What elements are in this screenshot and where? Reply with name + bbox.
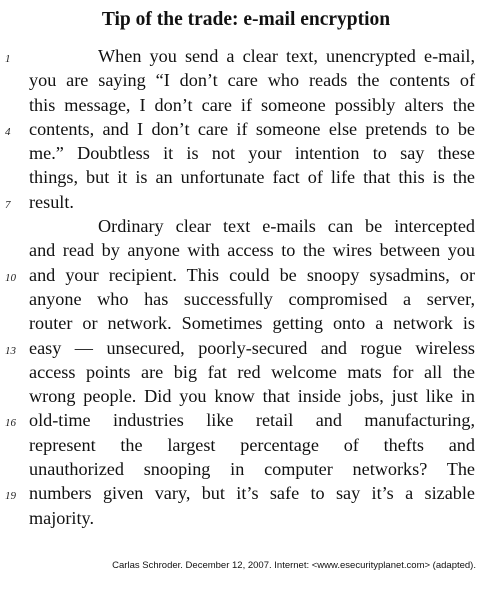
line-text: wrong people. Did you know that inside jobs, just like in [29,386,475,407]
line-text: majority. [29,507,94,528]
line-text: contents, and I don’t care if someone else pretends to be [29,118,475,139]
text-line [29,93,475,117]
text-line [29,165,475,189]
text-line [5,44,475,68]
text-line [29,360,475,384]
line-text: anyone who has successfully compromised a server, [29,288,475,309]
line-text: access points are big fat red welcome mats for all the [29,361,475,382]
line-text: Ordinary clear text e-mails can be intercepted [98,216,475,237]
source-citation: Carlas Schroder. December 12, 2007. Internet: <www.esecurityplanet.com> (adapted). [112,560,476,571]
text-line [5,336,475,360]
text-line [29,141,475,165]
line-number: 13 [5,344,16,357]
line-number: 16 [5,417,16,430]
text-line [5,117,475,141]
line-text: me.” Doubtless it is not your intention to say these [29,143,475,164]
line-text: router or network. Sometimes getting onto a network is [29,313,475,334]
text-line [29,311,475,335]
line-text: you are saying “I don’t care who reads the contents of [29,70,475,91]
line-text: this message, I don’t care if someone possibly alters the [29,94,475,115]
line-text: old-time industries like retail and manufacturing, [29,410,475,431]
line-text: and your recipient. This could be snoopy sysadmins, or [29,264,475,285]
text-line [29,68,475,92]
text-line [29,384,475,408]
text-line [29,457,475,481]
article-text [5,44,475,530]
text-line [29,433,475,457]
text-line [5,190,475,214]
line-text: numbers given vary, but it’s safe to say it’s a sizable [29,483,475,504]
line-text: things, but it is an unfortunate fact of life that this is the [29,167,475,188]
line-text: When you send a clear text, unencrypted e-mail, [98,46,475,66]
line-text: unauthorized snooping in computer networks? The [29,459,475,480]
line-text: easy — unsecured, poorly-secured and rogue wireless [29,337,475,358]
line-number: 10 [5,271,16,284]
text-line [29,287,475,311]
text-line [29,238,475,262]
line-number: 19 [5,490,16,503]
line-text: and read by anyone with access to the wires between you [29,240,475,261]
text-line [5,263,475,287]
text-line [5,408,475,432]
line-number: 7 [5,198,11,211]
text-line [29,506,475,530]
text-line [29,214,475,238]
line-text: represent the largest percentage of thefts and [29,434,475,455]
page-title: Tip of the trade: e-mail encryption [101,9,391,30]
text-line [5,481,475,505]
line-number: 4 [5,125,11,138]
line-text: result. [29,191,74,212]
line-number: 1 [5,53,11,65]
